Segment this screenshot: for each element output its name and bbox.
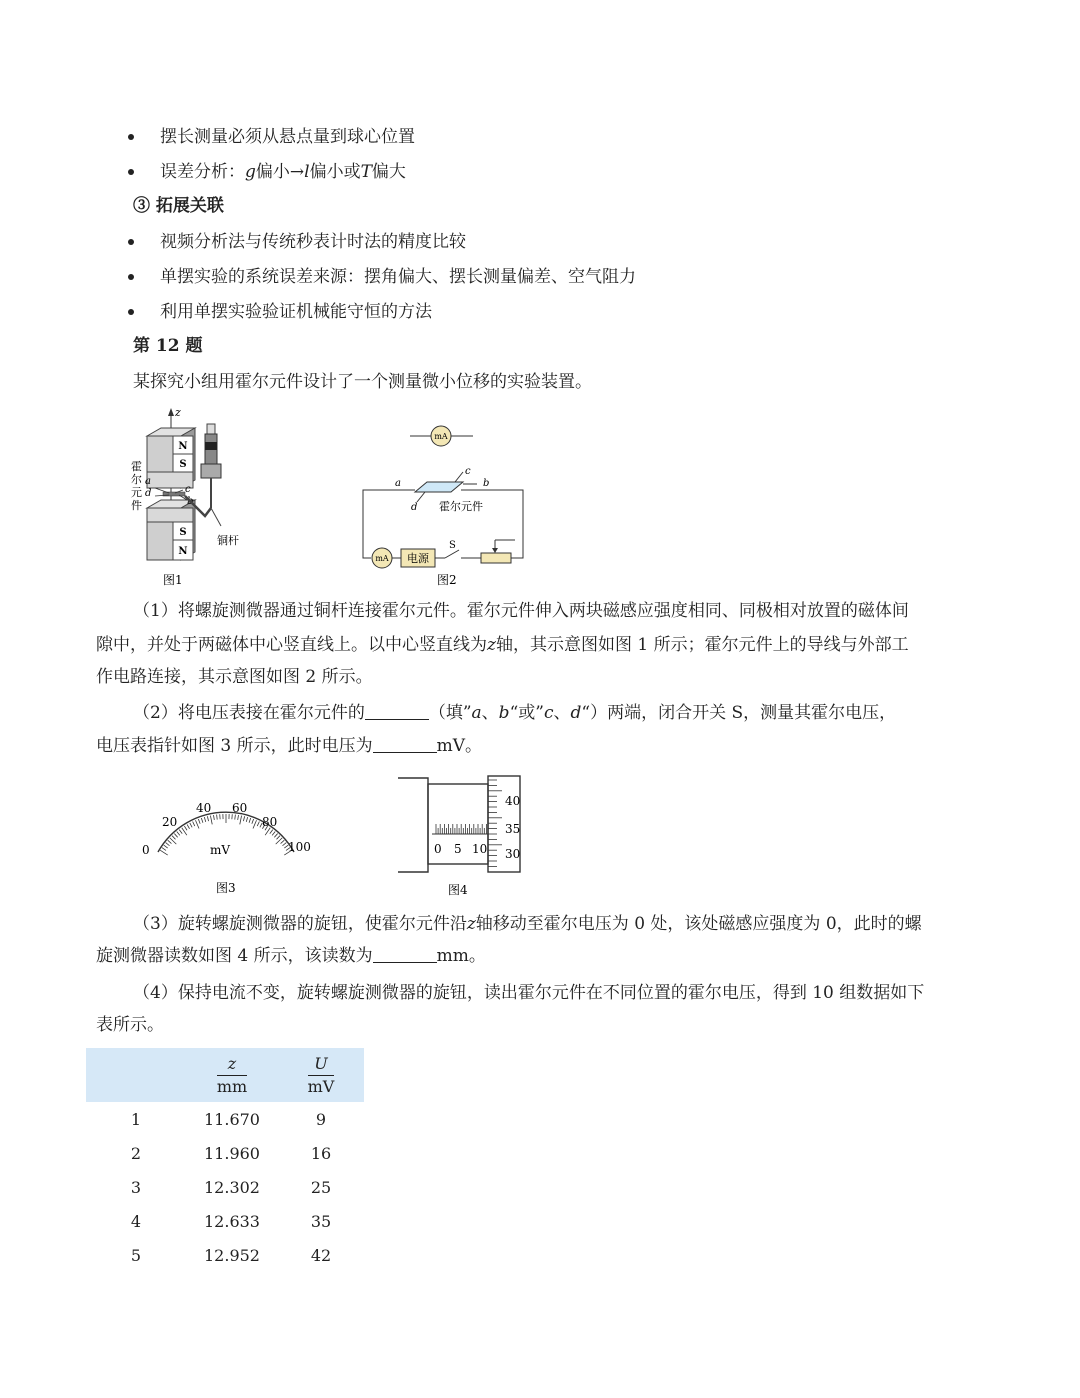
paragraph-2-line-1 (133, 701, 896, 725)
arc-tick (214, 815, 215, 820)
arc-tick (243, 816, 244, 821)
cell-z: 11.670 (204, 1109, 260, 1129)
text-run: 轴移动至霍尔电压为 0 处，该处磁感应强度为 0，此时的螺 (475, 914, 922, 934)
header-u-num: U (308, 1053, 335, 1076)
cell-index: 2 (130, 1143, 142, 1163)
figure-4-caption: 图4 (448, 883, 468, 897)
fig1-side-char: 元 (131, 486, 142, 499)
fig3-tick-40: 40 (196, 801, 212, 815)
text-run: 偏小或 (309, 162, 361, 182)
header-u-unit: mV (307, 1076, 335, 1096)
fig2-element-label: 霍尔元件 (439, 500, 483, 513)
arc-tick (164, 845, 168, 848)
arc-tick (253, 820, 257, 828)
arc-tick (162, 848, 166, 851)
paragraph-4-line-2: 表所示。 (96, 1015, 164, 1035)
fig3-tick-20: 20 (162, 815, 178, 829)
text-run: mm。 (436, 946, 486, 966)
var-b: b (498, 703, 510, 723)
paragraph-1-line-2 (96, 633, 909, 657)
text-run: 、 (481, 703, 499, 723)
fig3-tick-60: 60 (232, 801, 248, 815)
arc-tick (272, 832, 275, 836)
arc-tick (207, 816, 208, 821)
answer-blank-reading[interactable] (373, 944, 437, 963)
paragraph-1-line-3: 作电路连接，其示意图如图 2 所示。 (96, 667, 373, 687)
var-T: T (360, 162, 372, 182)
arc-tick (160, 850, 168, 855)
arc-tick (281, 840, 285, 843)
fig1-pin-a: a (145, 476, 151, 487)
text-run: （填” (428, 703, 472, 723)
arc-tick (249, 818, 251, 823)
paragraph-1-line-1: （1）将螺旋测微器通过铜杆连接霍尔元件。霍尔元件伸入两块磁感应强度相同、同极相对放置的磁体间 (133, 601, 909, 621)
var-l: l (304, 162, 310, 182)
table-row (86, 1238, 364, 1272)
text-run: “或” (509, 703, 544, 723)
fig1-pin-b: b (187, 496, 194, 507)
bullet-text: 摆长测量必须从悬点量到球心位置 (160, 127, 415, 147)
arc-tick (257, 822, 259, 827)
fig1-pole-s-bottom: S (179, 527, 187, 538)
arc-tick (179, 830, 182, 834)
cell-z: 11.960 (204, 1143, 260, 1163)
text-run: （2）将电压表接在霍尔元件的 (133, 703, 365, 723)
text-run: 偏大 (371, 162, 406, 182)
bullet-dot (128, 169, 134, 175)
cell-z: 12.952 (204, 1245, 260, 1265)
var-g: g (245, 162, 256, 182)
fig2-pin-d: d (411, 502, 418, 513)
bullet-dot (128, 274, 134, 280)
arc-tick (204, 817, 205, 822)
arc-tick (274, 834, 277, 838)
cell-u: 16 (310, 1143, 332, 1163)
var-a: a (471, 703, 482, 723)
arc-tick (201, 818, 203, 823)
table-header-index (86, 1048, 186, 1102)
arc-tick (238, 815, 239, 820)
fig1-side-char: 件 (131, 499, 142, 512)
arc-tick (252, 819, 254, 824)
answer-blank-terminals[interactable] (365, 701, 429, 720)
arc-tick (277, 836, 280, 840)
arc-tick (187, 824, 189, 828)
fig3-tick-80: 80 (262, 815, 278, 829)
fig1-axis-label: z (175, 406, 181, 419)
fig3-tick-0: 0 (142, 843, 150, 857)
table-row (86, 1136, 364, 1170)
table-header-z (186, 1048, 278, 1102)
answer-blank-voltage[interactable] (373, 734, 437, 753)
bullet-text: 视频分析法与传统秒表计时法的精度比较 (160, 232, 466, 252)
bullet-text-error-analysis (160, 160, 406, 184)
arc-tick (193, 822, 195, 827)
text-run: 误差分析： (160, 162, 245, 182)
arc-tick (195, 820, 199, 828)
var-c: c (543, 703, 554, 723)
arc-tick (168, 840, 172, 843)
cell-index: 4 (130, 1211, 142, 1231)
arc-tick (174, 834, 177, 838)
fig2-switch-label: S (449, 540, 456, 551)
fig1-side-char: 霍 (131, 460, 142, 473)
fig3-tick-100: 100 (288, 840, 311, 854)
bullet-dot (128, 134, 134, 140)
question-intro: 某探究小组用霍尔元件设计了一个测量微小位移的实验装置。 (133, 372, 592, 392)
figure-2-circuit (355, 420, 535, 590)
table-header-u (278, 1048, 364, 1102)
fig2-power-source: 电源 (407, 552, 429, 565)
bullet-dot (128, 309, 134, 315)
cell-z: 12.302 (204, 1177, 260, 1197)
fig1-pole-n-bottom: N (178, 546, 188, 557)
data-table (86, 1048, 364, 1272)
fig4-main-5: 5 (454, 842, 462, 856)
text-run: 、 (553, 703, 571, 723)
paragraph-3-line-1 (133, 912, 922, 936)
arc-tick (217, 815, 218, 820)
text-run: “）两端，闭合开关 S，测量其霍尔电压， (581, 703, 897, 723)
paragraph-2-line-2 (96, 734, 482, 758)
fig4-main-10: 10 (472, 842, 488, 856)
table-row (86, 1170, 364, 1204)
cell-index: 5 (130, 1245, 142, 1265)
bullet-dot (128, 239, 134, 245)
text-run: 隙中，并处于两磁体中心竖直线上。以中心竖直线为 (96, 635, 487, 655)
arc-tick (177, 832, 180, 836)
text-run: 偏小→ (255, 162, 305, 182)
figure-4-micrometer-reading (396, 772, 532, 902)
main-scale-ticks (436, 824, 486, 834)
figure-1-caption: 图1 (163, 573, 183, 587)
arc-tick (172, 836, 175, 840)
cell-index: 3 (130, 1177, 142, 1197)
figure-2-caption: 图2 (437, 573, 457, 587)
var-d: d (570, 703, 582, 723)
text-run: mV。 (436, 736, 483, 756)
header-z-num: z (217, 1053, 247, 1076)
fig2-pin-c: c (465, 466, 471, 477)
figure-3-voltmeter (138, 796, 318, 900)
fig1-pin-c: c (185, 484, 191, 495)
table-row (86, 1204, 364, 1238)
table-header-row (86, 1048, 364, 1102)
arc-tick (246, 817, 247, 822)
fig2-milliammeter-bottom: mA (375, 554, 389, 563)
fig3-unit: mV (210, 843, 231, 857)
arc-tick (198, 819, 200, 824)
figure-1-hall-setup (125, 404, 245, 589)
paragraph-4-line-1: （4）保持电流不变，旋转螺旋测微器的旋钮，读出霍尔元件在不同位置的霍尔电压，得到 10 组数据如下 (133, 983, 925, 1003)
text-run: 旋测微器读数如图 4 所示，该读数为 (96, 946, 373, 966)
fig4-thimble-40: 40 (505, 794, 521, 808)
bullet-text: 利用单摆实验验证机械能守恒的方法 (160, 302, 432, 322)
section-title: ③ 拓展关联 (133, 196, 224, 216)
arc-tick (210, 816, 212, 825)
text-run: 轴，其示意图如图 1 所示；霍尔元件上的导线与外部工 (495, 635, 909, 655)
fig1-pin-d: d (145, 488, 152, 499)
arc-tick (190, 823, 192, 827)
var-z: z (466, 914, 476, 934)
fig1-pole-n-top: N (178, 441, 188, 452)
arc-tick (240, 816, 242, 825)
fig4-thimble-35: 35 (505, 822, 521, 836)
table-row (86, 1102, 364, 1136)
cell-z: 12.633 (204, 1211, 260, 1231)
arc-tick (270, 830, 273, 834)
text-run: （3）旋转螺旋测微器的旋钮，使霍尔元件沿 (133, 914, 467, 934)
arc-tick (166, 843, 170, 846)
arc-tick (235, 815, 236, 820)
figure-3-caption: 图3 (216, 881, 236, 895)
cell-u: 42 (310, 1245, 332, 1265)
fig1-side-char: 尔 (131, 473, 142, 486)
cell-index: 1 (130, 1109, 142, 1129)
fig2-pin-a: a (395, 478, 401, 489)
fig4-thimble-30: 30 (505, 847, 521, 861)
thimble-ticks (488, 780, 502, 866)
fig2-pin-b: b (483, 478, 490, 489)
fig1-rod-label: 铜杆 (217, 534, 239, 547)
bullet-text: 单摆实验的系统误差来源：摆角偏大、摆长测量偏差、空气阻力 (160, 267, 636, 287)
cell-u: 25 (310, 1177, 332, 1197)
cell-u: 35 (310, 1211, 332, 1231)
paragraph-3-line-2 (96, 944, 486, 968)
arc-tick (282, 843, 286, 846)
question-title: 第 12 题 (133, 336, 203, 356)
header-z-unit: mm (216, 1076, 248, 1096)
arc-tick (184, 826, 187, 830)
fig1-pole-s-top: S (179, 459, 187, 470)
fig2-milliammeter-top: mA (434, 432, 448, 441)
text-run: 电压表指针如图 3 所示，此时电压为 (96, 736, 373, 756)
var-z: z (487, 635, 496, 655)
cell-u: 9 (315, 1109, 327, 1129)
fig4-main-0: 0 (434, 842, 442, 856)
